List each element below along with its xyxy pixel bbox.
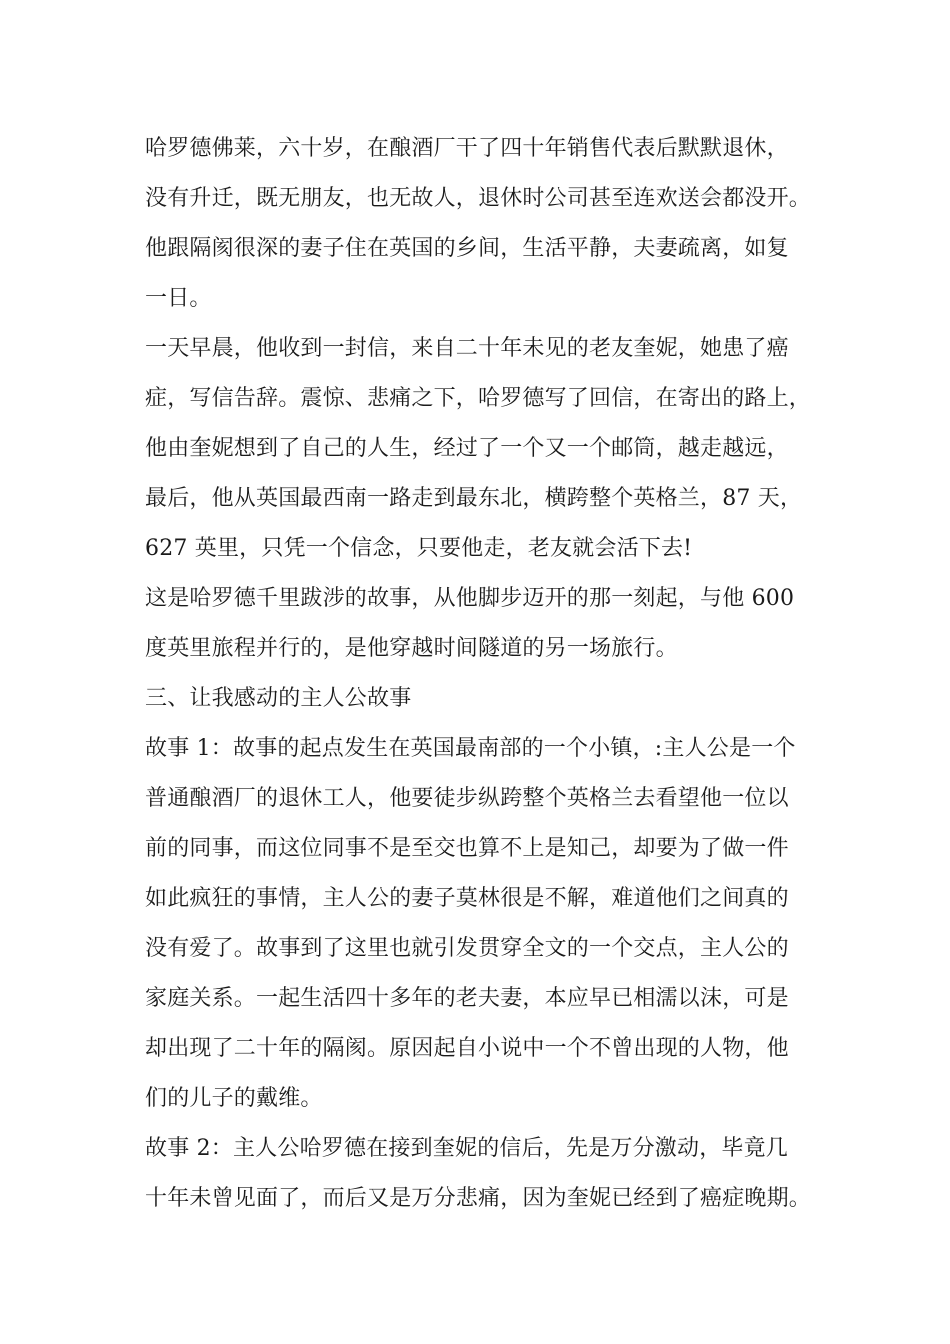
- text-line: 一日。: [145, 286, 212, 311]
- text-line: 最后，他从英国最西南一路走到最东北，横跨整个英格兰，87 天，: [145, 486, 803, 511]
- text-line: 们的儿子的戴维。: [145, 1086, 323, 1111]
- text-line: 没有爱了。故事到了这里也就引发贯穿全文的一个交点，主人公的: [145, 936, 789, 961]
- document-body: [145, 124, 825, 1224]
- text-line: 普通酿酒厂的退休工人，他要徒步纵跨整个英格兰去看望他一位以: [145, 786, 789, 811]
- text-line: 627 英里，只凭一个信念，只要他走，老友就会活下去!: [145, 536, 693, 561]
- text-line: 症，写信告辞。震惊、悲痛之下，哈罗德写了回信，在寄出的路上，: [145, 386, 812, 411]
- text-line: 故事 1：故事的起点发生在英国最南部的一个小镇，:主人公是一个: [145, 736, 796, 761]
- text-line: 十年未曾见面了，而后又是万分悲痛，因为奎妮已经到了癌症晚期。: [145, 1186, 812, 1211]
- text-line: 一天早晨，他收到一封信，来自二十年未见的老友奎妮，她患了癌: [145, 336, 789, 361]
- text-line: 没有升迁，既无朋友，也无故人，退休时公司甚至连欢送会都没开。: [145, 186, 812, 211]
- text-line: 他由奎妮想到了自己的人生，经过了一个又一个邮筒，越走越远，: [145, 436, 789, 461]
- text-line: 他跟隔阂很深的妻子住在英国的乡间，生活平静，夫妻疏离，如复: [145, 236, 789, 261]
- section-heading: 三、让我感动的主人公故事: [145, 686, 412, 711]
- text-line: 故事 2：主人公哈罗德在接到奎妮的信后，先是万分激动，毕竟几: [145, 1136, 788, 1161]
- text-line: 家庭关系。一起生活四十多年的老夫妻，本应早已相濡以沫，可是: [145, 986, 789, 1011]
- text-line: 这是哈罗德千里跋涉的故事，从他脚步迈开的那一刻起，与他 600: [145, 586, 795, 611]
- text-line: 却出现了二十年的隔阂。原因起自小说中一个不曾出现的人物，他: [145, 1036, 789, 1061]
- text-line: 前的同事，而这位同事不是至交也算不上是知己，却要为了做一件: [145, 836, 789, 861]
- text-line: 哈罗德佛莱，六十岁，在酿酒厂干了四十年销售代表后默默退休，: [145, 136, 789, 161]
- text-line: 度英里旅程并行的，是他穿越时间隧道的另一场旅行。: [145, 636, 678, 661]
- text-line: 如此疯狂的事情，主人公的妻子莫林很是不解，难道他们之间真的: [145, 886, 789, 911]
